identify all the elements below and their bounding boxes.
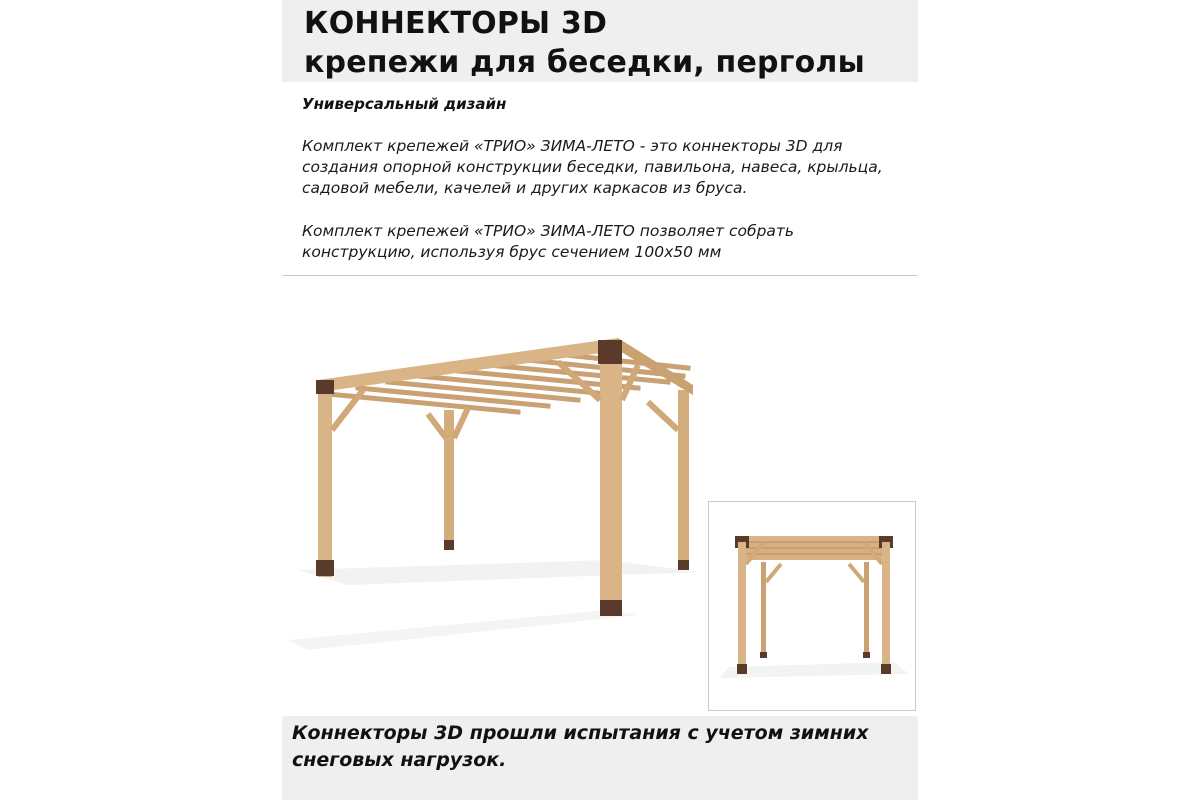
page-subtitle: крепежи для беседки, перголы [304,45,865,80]
description-paragraph-2: Комплект крепежей «ТРИО» ЗИМА-ЛЕТО позволяет собрать конструкцию, используя брус сечением 100х50 мм [302,222,795,261]
product-card [282,0,918,800]
pergola-render-main [288,310,718,655]
title-banner [282,0,918,82]
footer-banner [282,716,918,800]
pergola-render-front-view [708,501,916,711]
footer-text: Коннекторы 3D прошли испытания с учетом зимних снеговых нагрузок. [292,722,869,771]
section-heading: Универсальный дизайн [302,95,507,113]
page-title: КОННЕКТОРЫ 3D [304,6,608,41]
divider [282,275,918,276]
description-paragraph-1: Комплект крепежей «ТРИО» ЗИМА-ЛЕТО - это коннекторы 3D для создания опорной конструкции беседки, павильона, навеса, крыльца, садовой мебели, качелей и других каркасов из бруса. [302,137,883,197]
